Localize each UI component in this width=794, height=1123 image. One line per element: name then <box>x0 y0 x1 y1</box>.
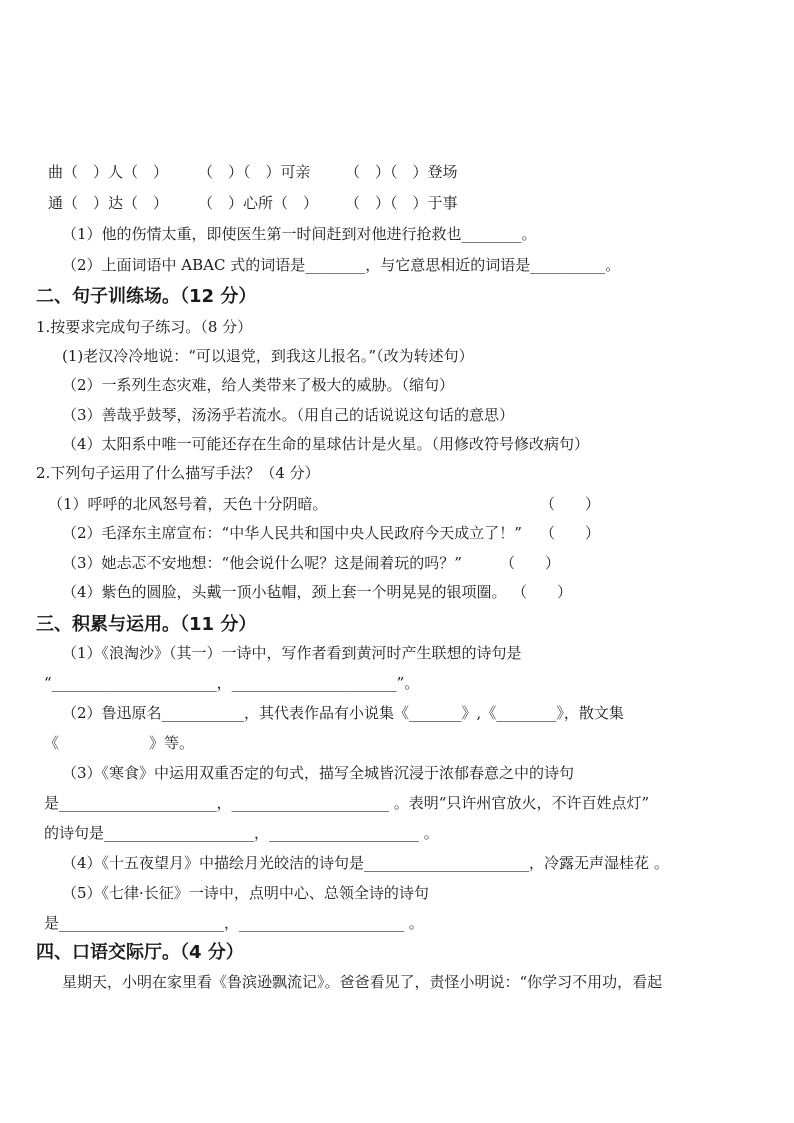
section-2-q2-item-1-answer: （ ） <box>540 495 601 513</box>
section-3-q3-line-1: （3）《寒食》中运用双重否定的句式，描写全城皆沉浸于浓郁春意之中的诗句 <box>62 764 575 782</box>
idiom-1-3: （ ）（ ）登场 <box>345 163 458 181</box>
section-3-q3-line-3: 的诗句是____________________，____________________ 。 <box>44 824 439 842</box>
section-2-q2-item-1: （1）呼呼的北风怒号着，天色十分阴暗。 <box>48 495 328 513</box>
idiom-1-2: （ ）（ ）可亲 <box>198 163 311 181</box>
section-2-q2-item-3-answer: （ ） <box>500 554 561 572</box>
section-2-q1-item-1: (1)老汉冷冷地说：“可以退党，到我这儿报名。”（改为转述句） <box>62 347 474 365</box>
idiom-2-3: （ ）（ ）于事 <box>345 194 458 212</box>
section-3-q2-line-2: 《 》等。 <box>44 734 195 752</box>
section-2-q2-item-2-answer: （ ） <box>540 524 601 542</box>
idiom-1-1: 曲（ ）人（ ） <box>48 163 169 181</box>
section-2-q2-item-3: （3）她忐忑不安地想：“他会说什么呢？这是闹着玩的吗？” <box>62 554 462 572</box>
idiom-2-2: （ ）心所（ ） <box>198 194 319 212</box>
section-3-q4: （4）《十五夜望月》中描绘月光皎洁的诗句是______________________，冷露无声湿桂花 。 <box>62 854 669 872</box>
section-3-q3-line-2: 是_____________________，_____________________ 。表明“只许州官放火，不许百姓点灯” <box>44 794 650 812</box>
section-2-q2-item-2: （2）毛泽东主席宣布：“中华人民共和国中央人民政府今天成立了！” <box>62 524 522 542</box>
section-2-q1-item-2: （2）一系列生态灾难，给人类带来了极大的威胁。（缩句） <box>62 376 455 394</box>
section-3-q5-line-1: （5）《七律·长征》一诗中，点明中心、总领全诗的诗句 <box>62 884 429 902</box>
section-2-heading: 二、句子训练场。（12 分） <box>36 286 257 307</box>
section-2-q1-item-3: （3）善哉乎鼓琴，汤汤乎若流水。（用自己的话说说这句话的意思） <box>62 406 515 424</box>
section-2-q2-item-4: （4）紫色的圆脸，头戴一顶小毡帽，颈上套一个明晃晃的银项圈。 <box>62 583 507 601</box>
section-4-heading: 四、口语交际厅。（4 分） <box>36 942 244 963</box>
section-2-q1-title: 1.按要求完成句子练习。（8 分） <box>36 318 253 336</box>
section-3-heading: 三、积累与运用。（11 分） <box>36 614 257 635</box>
section-3-q2-line-1: （2）鲁迅原名___________，其代表作品有小说集《_______》,《________》，散文集 <box>62 704 624 722</box>
section-4-paragraph: 星期天，小明在家里看《鲁滨逊飘流记》。爸爸看见了，责怪小明说：“你学习不用功，看起 <box>62 973 663 991</box>
section-2-q1-item-4: （4）太阳系中唯一可能还存在生命的星球估计是火星。（用修改符号修改病句） <box>62 435 590 453</box>
part1-question-1: （1）他的伤情太重，即使医生第一时间赶到对他进行抢救也________。 <box>62 225 537 243</box>
part1-question-2: （2）上面词语中 ABAC 式的词语是________，与它意思相近的词语是__________。 <box>62 256 621 274</box>
section-2-q2-item-4-answer: （ ） <box>512 583 573 601</box>
section-3-q1-line-2: “______________________，______________________”。 <box>44 674 420 692</box>
section-2-q2-title: 2.下列句子运用了什么描写手法？（4 分） <box>36 464 320 482</box>
section-3-q1-line-1: （1）《浪淘沙》（其一）一诗中，写作者看到黄河时产生联想的诗句是 <box>62 644 522 662</box>
section-3-q5-line-2: 是______________________，______________________ 。 <box>44 914 424 932</box>
idiom-2-1: 通（ ）达（ ） <box>48 194 169 212</box>
